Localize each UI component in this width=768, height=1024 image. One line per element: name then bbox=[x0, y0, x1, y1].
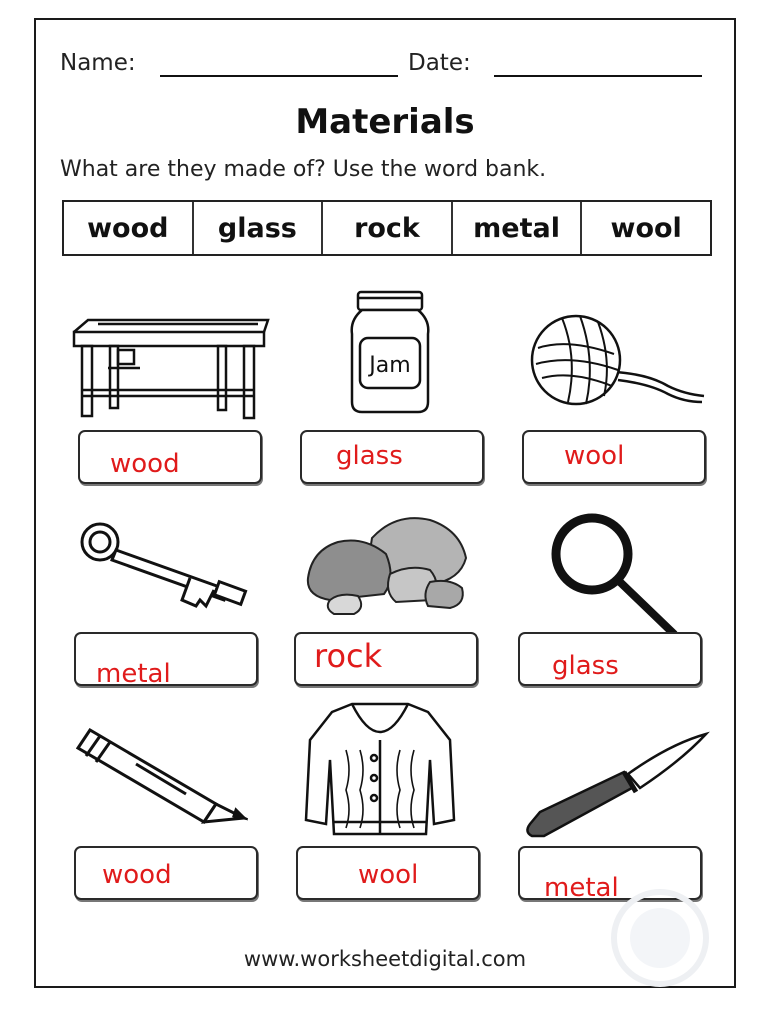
word-bank-item: rock bbox=[323, 202, 453, 254]
answer-text: metal bbox=[96, 659, 171, 689]
workbench-picture bbox=[68, 310, 274, 422]
word-bank-item: wool bbox=[610, 212, 682, 244]
ball-of-wool-picture bbox=[528, 308, 708, 418]
word-bank-item: glass bbox=[194, 202, 324, 254]
knife-picture bbox=[520, 730, 710, 840]
word-bank bbox=[62, 200, 712, 256]
answer-text: metal bbox=[544, 873, 619, 903]
word-bank-item: metal bbox=[453, 202, 583, 254]
answer-text: wood bbox=[102, 860, 172, 890]
answer-text: wood bbox=[110, 449, 180, 479]
date-line[interactable] bbox=[494, 75, 702, 77]
answer-text: rock bbox=[314, 637, 383, 675]
date-label: Date: bbox=[408, 50, 471, 76]
cardigan-picture bbox=[302, 700, 458, 840]
page-title: Materials bbox=[295, 102, 475, 142]
jar-label: Jam bbox=[369, 353, 411, 378]
name-line[interactable] bbox=[160, 75, 398, 77]
footer-url[interactable]: www.worksheetdigital.com bbox=[243, 947, 527, 971]
name-label: Name: bbox=[60, 50, 136, 76]
magnifying-glass-picture bbox=[546, 508, 682, 636]
answer-text: glass bbox=[336, 441, 403, 471]
answer-text: wool bbox=[358, 860, 419, 890]
pencil-picture bbox=[76, 726, 248, 826]
rocks-picture bbox=[300, 508, 476, 620]
jam-jar-picture bbox=[342, 290, 438, 418]
answer-text: wool bbox=[564, 441, 625, 471]
key-picture bbox=[78, 516, 250, 620]
word-bank-item: wood bbox=[64, 202, 194, 254]
instructions: What are they made of? Use the word bank. bbox=[60, 157, 547, 182]
watermark-logo bbox=[610, 888, 710, 988]
answer-text: glass bbox=[552, 651, 619, 681]
worksheet-page bbox=[34, 18, 736, 988]
